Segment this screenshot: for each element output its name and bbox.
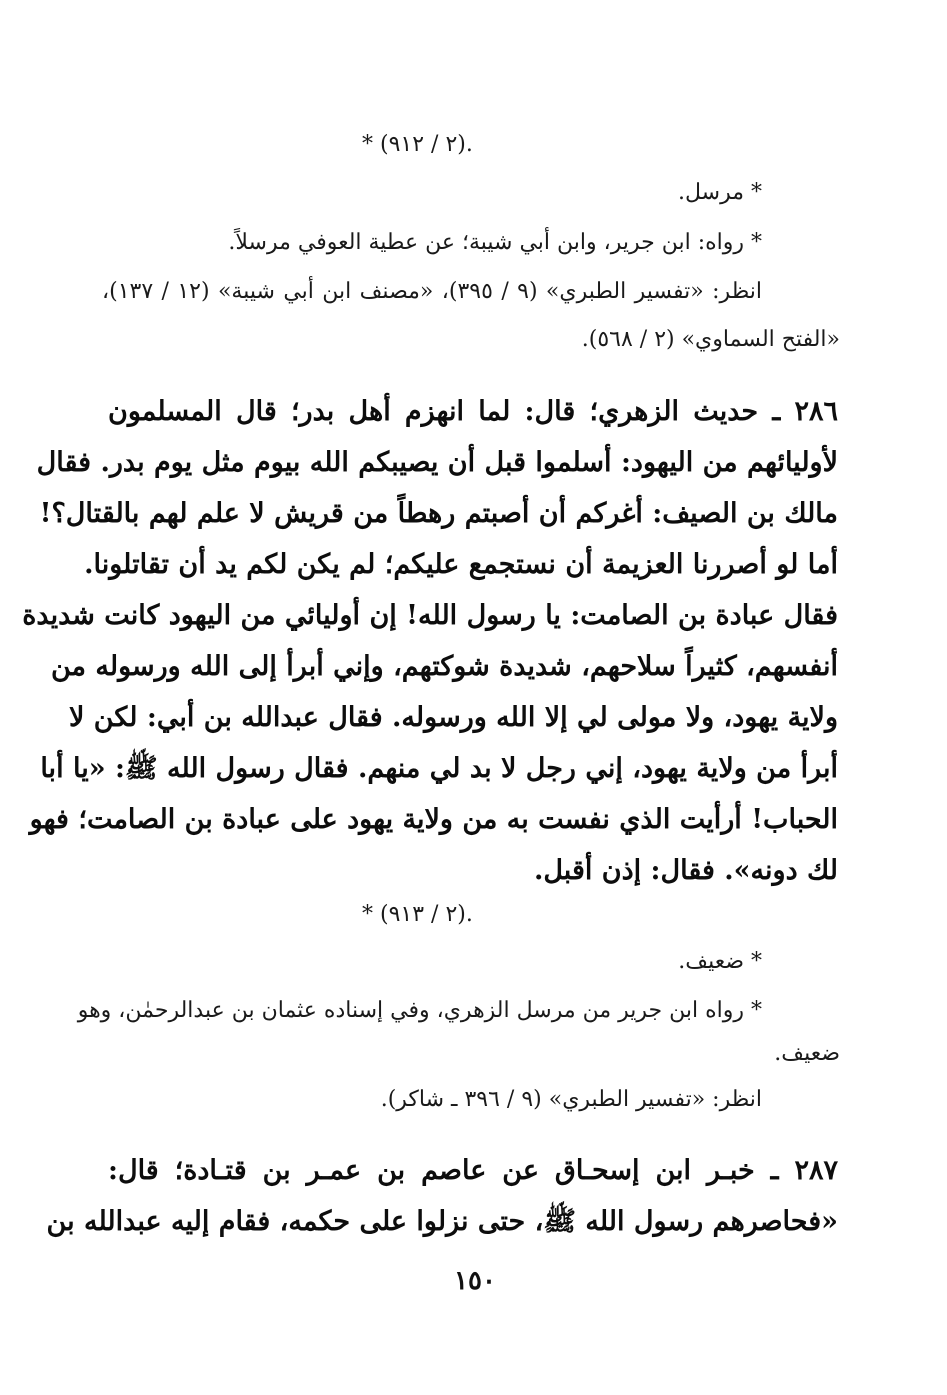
hadith-286-line-9: الحباب! أرأيت الذي نفست به من ولاية يهود على عبادة بن الصامت؛ فهو bbox=[29, 804, 838, 835]
note-narration-286: * رواه ابن جرير من مرسل الزهري، وفي إسناده عثمان بن عبدالرحمٰن، وهو bbox=[77, 998, 762, 1023]
note-reference-286: * (٢ / ٩١٣). bbox=[362, 902, 473, 927]
hadith-286-line-3: مالك بن الصيف: أغركم أن أصبتم رهطاً من قريش لا علم لهم بالقتال؟! bbox=[39, 498, 838, 529]
page-number: ١٥٠ bbox=[454, 1266, 496, 1296]
hadith-286-line-6: أنفسهم، كثيراً سلاحهم، شديدة شوكتهم، وإني أبرأ إلى الله ورسوله من bbox=[50, 651, 838, 682]
hadith-287-line-2: «فحاصرهم رسول الله ﷺ، حتى نزلوا على حكمه، فقام إليه عبدالله بن bbox=[46, 1206, 838, 1237]
hadith-286-line-1: ٢٨٦ ـ حديث الزهري؛ قال: لما انهزم أهل بدر؛ قال المسلمون bbox=[108, 396, 838, 427]
hadith-286-line-7: ولاية يهود، ولا مولى لي إلا الله ورسوله. فقال عبدالله بن أبي: لكن لا bbox=[69, 702, 838, 733]
note-narration: * رواه: ابن جرير، وابن أبي شيبة؛ عن عطية العوفي مرسلاً. bbox=[228, 230, 762, 255]
hadith-287-line-1: ٢٨٧ ـ خبـر ابن إسحـاق عن عاصم بن عمـر بن قتـادة؛ قال: bbox=[108, 1155, 838, 1186]
note-grade: * مرسل. bbox=[677, 180, 762, 205]
hadith-286-line-5: فقال عبادة بن الصامت: يا رسول الله! إن أوليائي من اليهود كانت شديدة bbox=[22, 600, 838, 631]
hadith-286-line-4: أما لو أصررنا العزيمة أن نستجمع عليكم؛ لم يكن لكم يد أن تقاتلونا. bbox=[84, 549, 838, 580]
note-reference: * (٢ / ٩١٢). bbox=[362, 132, 473, 157]
note-sources-continued: «الفتح السماوي» (٢ / ٥٦٨). bbox=[581, 327, 840, 352]
hadith-286-line-2: لأوليائهم من اليهود: أسلموا قبل أن يصيبكم الله بيوم مثل يوم بدر. فقال bbox=[36, 447, 838, 478]
hadith-286-line-10: لك دونه». فقال: إذن أقبل. bbox=[533, 855, 838, 886]
note-grade-286: * ضعيف. bbox=[678, 949, 762, 974]
note-sources: انظر: «تفسير الطبري» (٩ / ٣٩٥)، «مصنف ابن أبي شيبة» (١٢ / ١٣٧)، bbox=[102, 279, 762, 304]
hadith-286-line-8: أبرأ من ولاية يهود، إني رجل لا بد لي منهم. فقال رسول الله ﷺ: «يا أبا bbox=[40, 753, 838, 784]
note-sources-286: انظر: «تفسير الطبري» (٩ / ٣٩٦ ـ شاكر). bbox=[380, 1087, 762, 1112]
note-narration-286-continued: ضعيف. bbox=[774, 1041, 840, 1066]
